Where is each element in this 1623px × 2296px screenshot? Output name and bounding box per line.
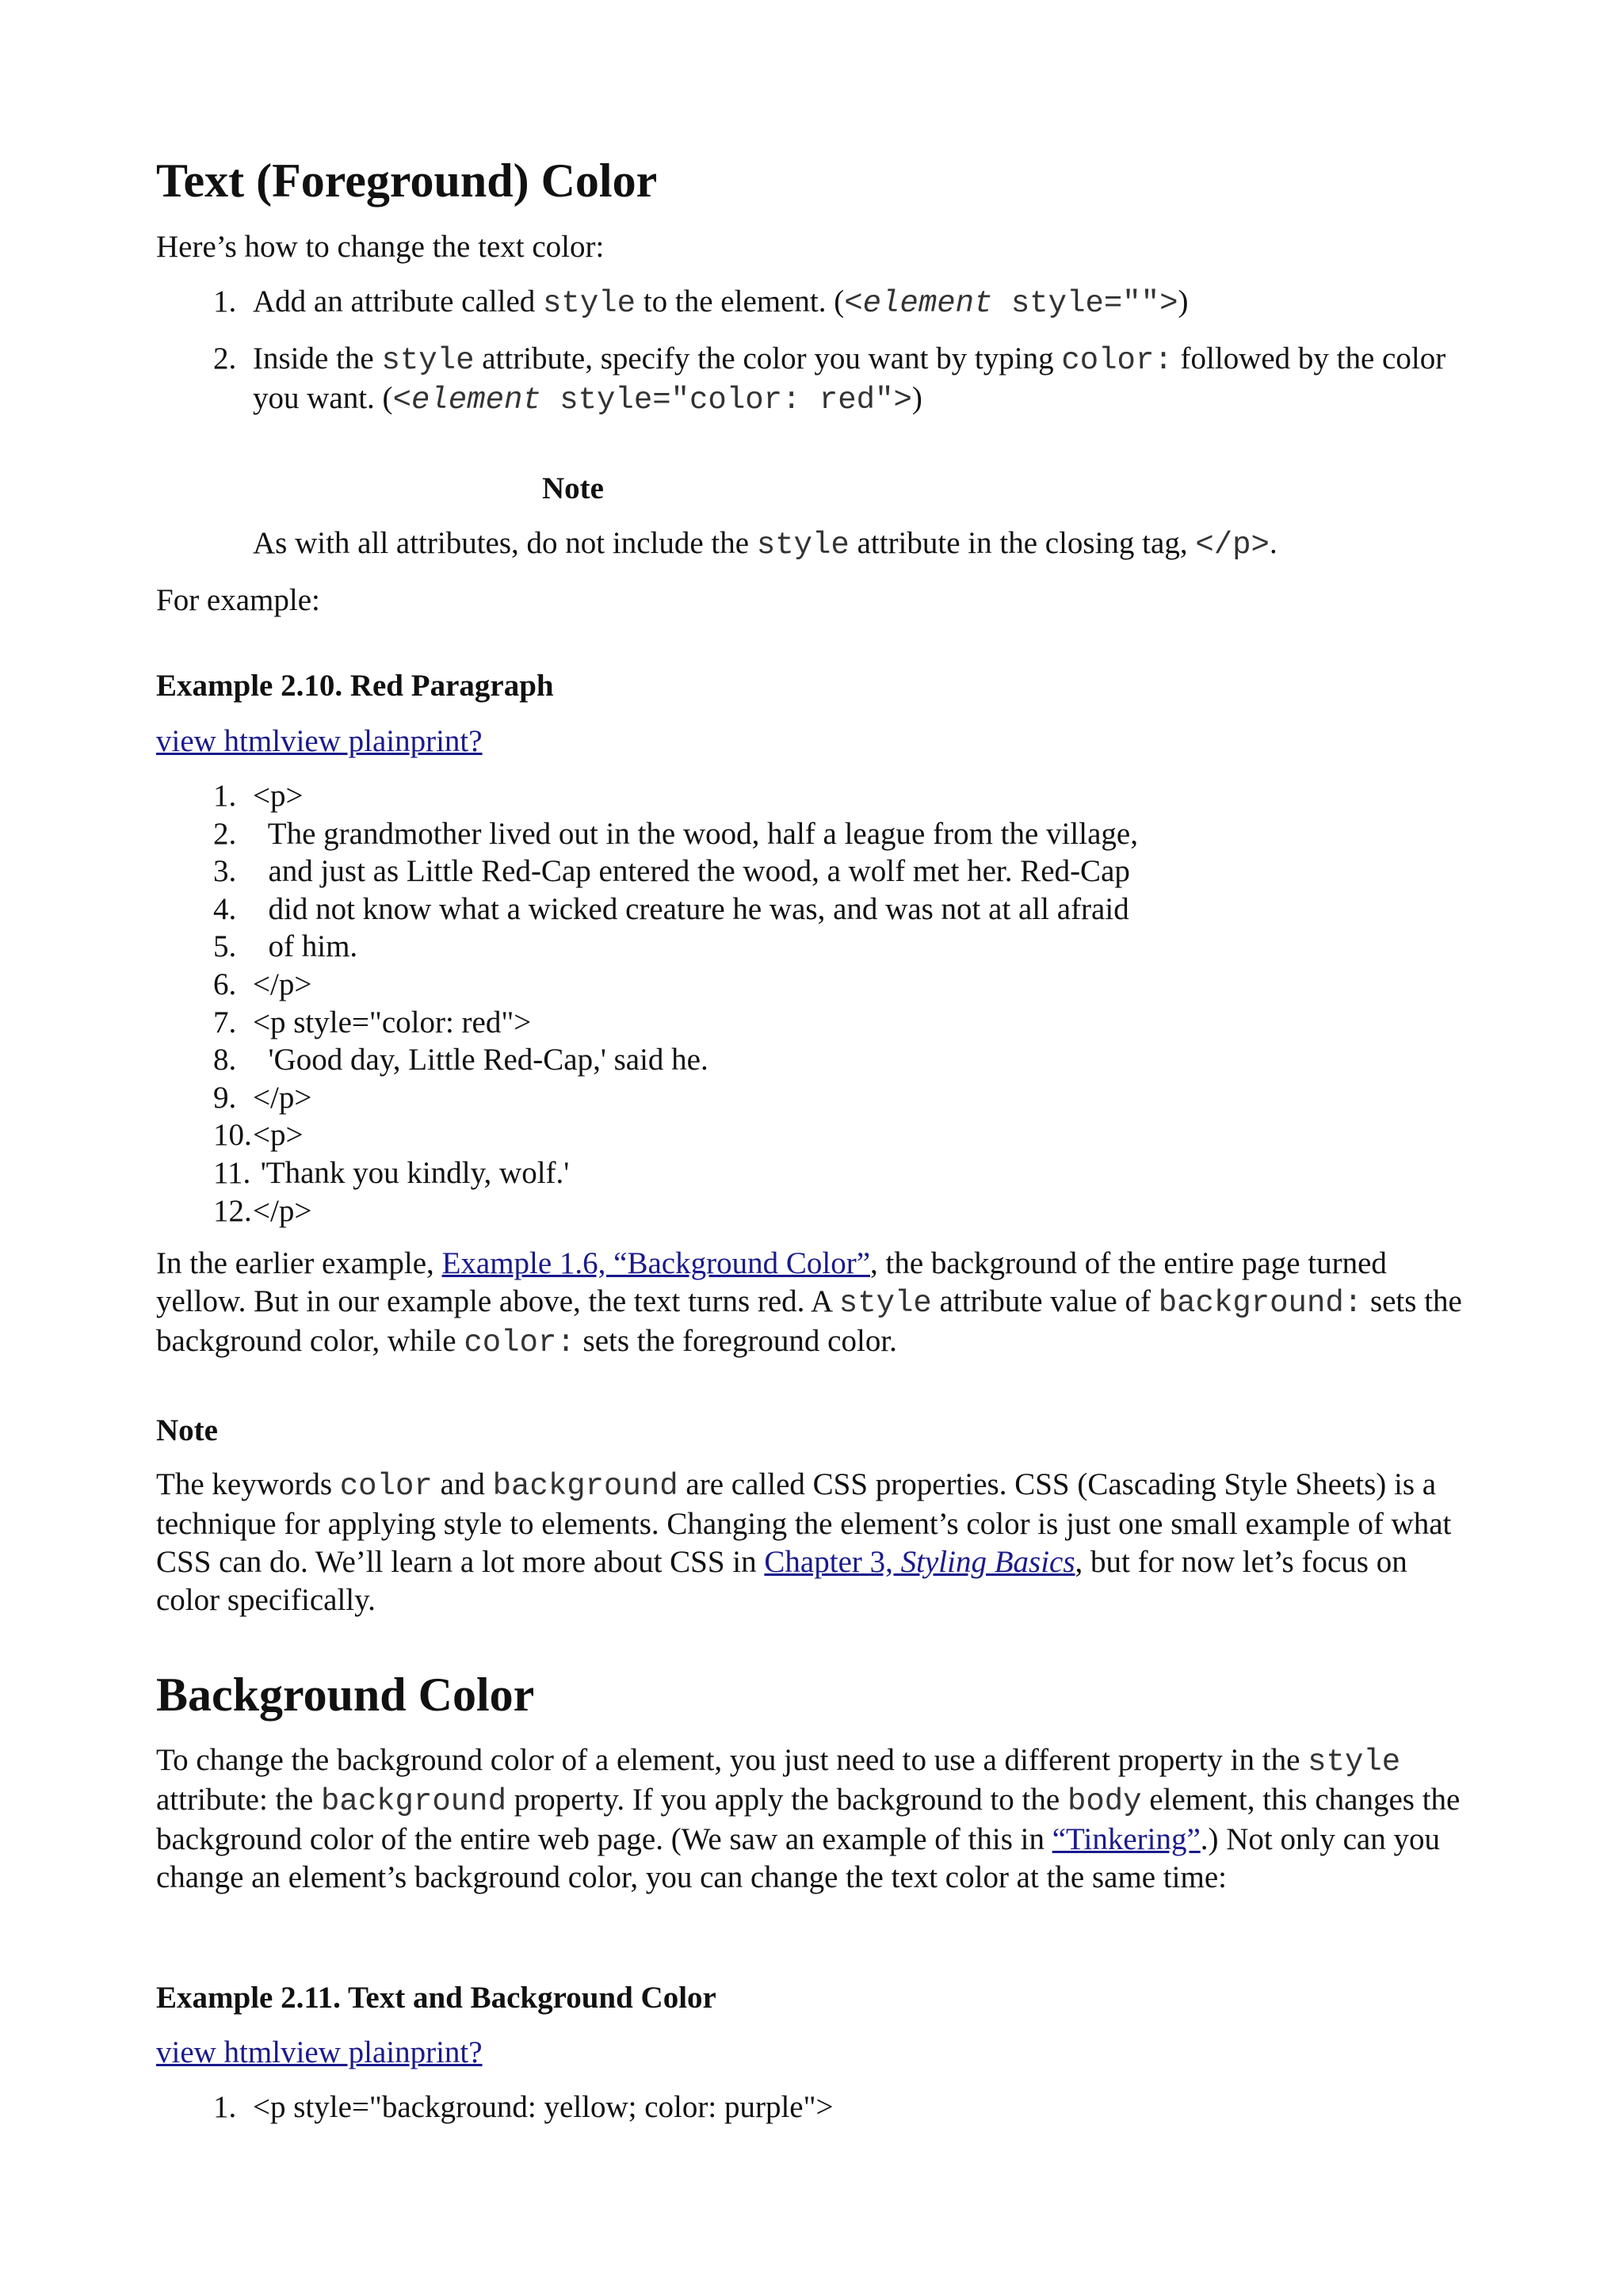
example-2-11-title: Example 2.11. Text and Background Color: [156, 1981, 716, 2015]
note-heading: Note: [156, 1413, 218, 1447]
code-line-text: <p style="color: red">: [253, 1005, 532, 1039]
line-number: 10.: [213, 1118, 252, 1153]
code-line: [156, 1041, 1472, 1079]
line-number: 3.: [213, 854, 237, 889]
code-line: [156, 777, 1472, 815]
code-line-text: of him.: [253, 929, 358, 964]
line-number: 1.: [213, 2090, 237, 2124]
code-line: [156, 1079, 1472, 1117]
code-line-text: and just as Little Red-Cap entered the wood, a wolf met her. Red-Cap: [253, 854, 1130, 889]
code-line: [156, 1154, 1472, 1192]
note-body: As with all attributes, do not include the style attribute in the closing tag, </p>.: [253, 526, 1277, 563]
line-number: 4.: [213, 891, 237, 926]
list-item: 1. Add an attribute called style to the element. (<element style="">): [213, 284, 1189, 321]
code-line-text: </p>: [253, 967, 312, 1001]
code-line: [156, 815, 1472, 853]
code-line: [156, 1116, 1472, 1154]
for-example-text: For example:: [156, 583, 320, 617]
line-number: 6.: [213, 967, 237, 1001]
intro-paragraph: Here’s how to change the text color:: [156, 230, 605, 264]
line-number: 7.: [213, 1005, 237, 1039]
css-note-paragraph: The keywords color and background are called CSS properties. CSS (Cascading Style Sheets) is a technique for applying style to elements. Changing the element’s color is just one small example of what CSS can do. We’ll learn a lot more about CSS in Chapter 3, Styling Basics, but for now let’s focus on color specifically.: [156, 1467, 1452, 1617]
code-line: [156, 1192, 1472, 1230]
line-number: 9.: [213, 1080, 237, 1115]
code-line: [156, 928, 1472, 966]
line-number: 12.: [213, 1193, 252, 1228]
view-links-example-2-11[interactable]: view htmlview plainprint?: [156, 2035, 483, 2069]
line-number: 5.: [213, 929, 237, 964]
section-title-text-color: Text (Foreground) Color: [156, 154, 658, 207]
line-number: 11.: [213, 1155, 251, 1190]
view-links-example-2-10[interactable]: view htmlview plainprint?: [156, 724, 483, 758]
chapter-3-link[interactable]: Chapter 3, Styling Basics: [764, 1545, 1075, 1579]
code-line-text: 'Good day, Little Red-Cap,' said he.: [253, 1043, 708, 1077]
example-1-6-link[interactable]: Example 1.6, “Background Color”: [441, 1246, 871, 1280]
code-line: [156, 852, 1472, 891]
code-line-text: 'Thank you kindly, wolf.': [253, 1155, 570, 1190]
tinkering-link[interactable]: “Tinkering”: [1052, 1822, 1201, 1856]
line-number: 1.: [213, 779, 237, 813]
code-line-text: <p>: [253, 779, 304, 813]
steps-list: [156, 283, 1472, 419]
code-line: [156, 1004, 1472, 1042]
code-line: [156, 966, 1472, 1004]
code-line-text: </p>: [253, 1080, 312, 1115]
code-line: [156, 2088, 1472, 2126]
example-2-10-title: Example 2.10. Red Paragraph: [156, 669, 554, 703]
background-paragraph: To change the background color of a element, you just need to use a different property in the style attribute: the background property. If you apply the background to the body element, this changes the background color of the entire web page. (We saw an example of this in “Tinkering”.) Not only can you change an element’s background color, you can change the text color at the same time:: [156, 1743, 1461, 1894]
note-title: Note: [542, 471, 604, 505]
code-line-text: The grandmother lived out in the wood, half a league from the village,: [253, 816, 1138, 851]
list-item: 2. Inside the style attribute, specify the color you want by typing color: followed by the color you want. (<element style="color: red">): [213, 341, 1446, 418]
code-listing-example-2-10: [156, 777, 1472, 1230]
line-number: 8.: [213, 1043, 237, 1077]
code-line: [156, 891, 1472, 929]
code-line-text: <p style="background: yellow; color: purple">: [253, 2090, 834, 2124]
code-line-text: did not know what a wicked creature he was, and was not at all afraid: [253, 891, 1129, 926]
section-title-background-color: Background Color: [156, 1669, 535, 1721]
line-number: 2.: [213, 816, 237, 851]
code-line-text: <p>: [253, 1118, 304, 1153]
code-line-text: </p>: [253, 1193, 312, 1228]
code-listing-example-2-11: [156, 2088, 1472, 2126]
earlier-example-paragraph: In the earlier example, Example 1.6, “Background Color”, the background of the entire page turned yellow. But in our example above, the text turns red. A style attribute value of background: sets the background color, while color: sets the foreground color.: [156, 1246, 1462, 1360]
